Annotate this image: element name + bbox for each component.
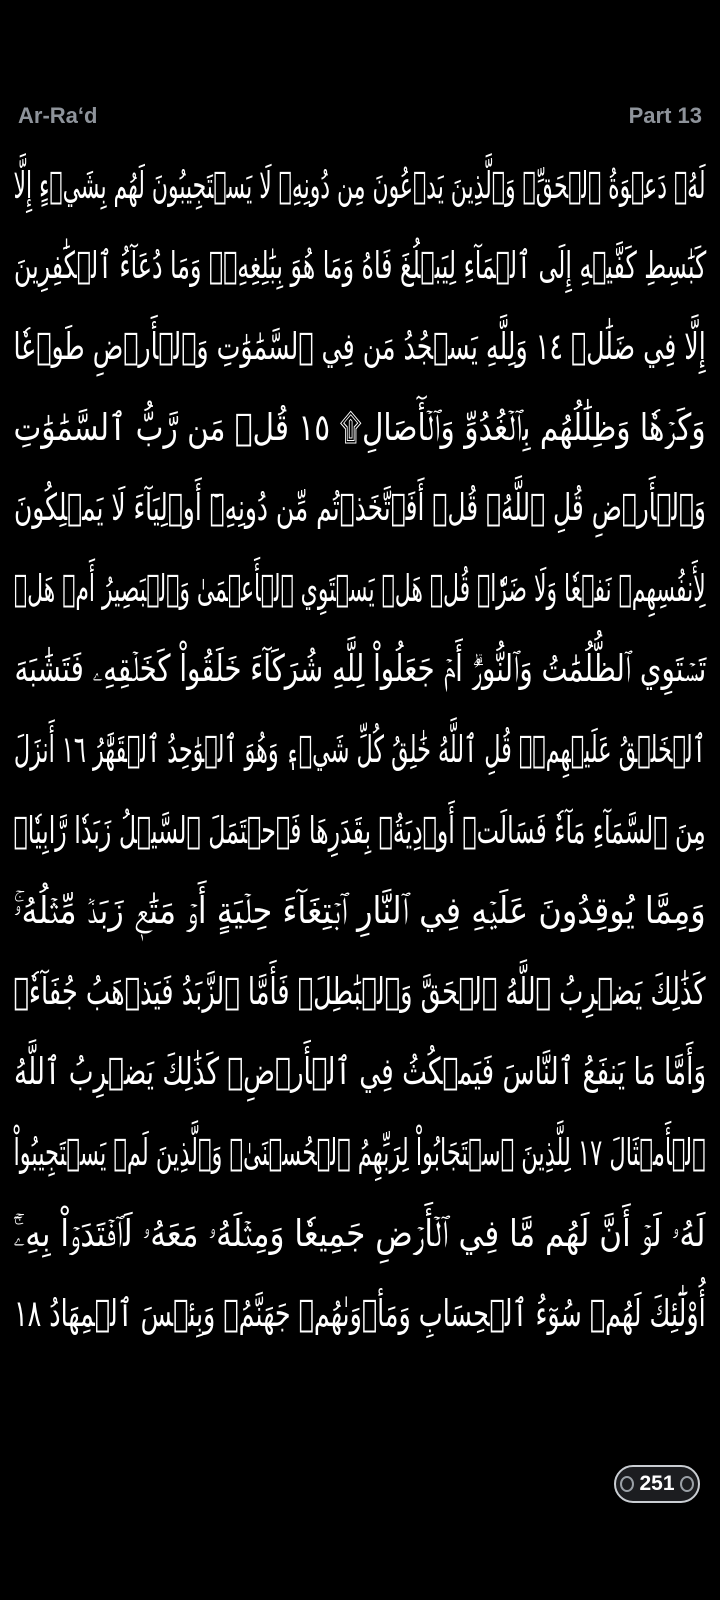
verse-line[interactable] — [14, 306, 706, 387]
verse-line-text: تَسۡتَوِي ٱلظُّلُمَٰتُ وَٱلنُّورُۗ أَمۡ جَعَلُواْ لِلَّهِ شُرَكَآءَ خَلَقُواْ كَخَلۡقِهِۦ فَتَشَٰبَهَ — [14, 647, 706, 691]
verse-line[interactable] — [14, 226, 706, 307]
verse-line[interactable] — [14, 1032, 706, 1113]
verse-line[interactable] — [14, 870, 706, 951]
surah-name: Ar-Ra‘d — [18, 103, 98, 128]
verse-line[interactable] — [14, 629, 706, 710]
verse-line[interactable] — [14, 951, 706, 1032]
verse-line-text: لَهُۥ لَوۡ أَنَّ لَهُم مَّا فِي ٱلۡأَرۡضِ جَمِيعٗا وَمِثۡلَهُۥ مَعَهُۥ لَٱفۡتَدَوۡاْ بِهِۦٓۚ — [13, 1211, 706, 1255]
verse-line[interactable] — [14, 790, 706, 871]
verse-line-text: لِأَنفُسِهِمۡ نَفۡعٗا وَلَا ضَرّٗاۚ قُلۡ هَلۡ يَسۡتَوِي ٱلۡأَعۡمَىٰ وَٱلۡبَصِيرُ أَمۡ هَلۡ — [14, 566, 706, 610]
verse-line-text: كَذَٰلِكَ يَضۡرِبُ ٱللَّهُ ٱلۡحَقَّ وَٱلۡبَٰطِلَۚ فَأَمَّا ٱلزَّبَدُ فَيَذۡهَبُ جُفَآءٗۖ — [13, 969, 707, 1013]
verse-line-text: ٱلۡخَلۡقُ عَلَيۡهِمۡۚ قُلِ ٱللَّهُ خَٰلِقُ كُلِّ شَيۡءٖ وَهُوَ ٱلۡوَٰحِدُ ٱلۡقَهَّٰرُ ١٦ أَنزَلَ — [14, 727, 706, 771]
verse-line-text: وَأَمَّا مَا يَنفَعُ ٱلنَّاسَ فَيَمۡكُثُ فِي ٱلۡأَرۡضِۚ كَذَٰلِكَ يَضۡرِبُ ٱللَّهُ — [13, 1050, 707, 1094]
verse-line-text: وَٱلۡأَرۡضِ قُلِ ٱللَّهُۚ قُلۡ أَفَٱتَّخَذۡتُم مِّن دُونِهِۦٓ أَوۡلِيَآءَ لَا يَمۡلِكُونَ — [14, 486, 706, 530]
verse-line[interactable] — [14, 1193, 706, 1274]
page-number: 251 — [639, 1472, 675, 1495]
page-header — [18, 98, 702, 134]
part-label: Part 13 — [628, 103, 702, 128]
page-number-badge — [614, 1465, 700, 1503]
mushaf-page[interactable] — [14, 145, 706, 1435]
verse-line-text: ٱلۡأَمۡثَالَ ١٧ لِلَّذِينَ ٱسۡتَجَابُواْ لِرَبِّهِمُ ٱلۡحُسۡنَىٰۚ وَٱلَّذِينَ لَمۡ يَسۡتَجِيبُواْ — [13, 1130, 707, 1174]
verse-line-text: أُوْلَٰٓئِكَ لَهُمۡ سُوٓءُ ٱلۡحِسَابِ وَمَأۡوَىٰهُمۡ جَهَنَّمُۖ وَبِئۡسَ ٱلۡمِهَادُ ١٨ — [14, 1292, 706, 1336]
verse-line[interactable] — [14, 387, 706, 468]
verse-line[interactable] — [14, 1112, 706, 1193]
verse-line-text: وَكَرۡهٗا وَظِلَٰلُهُم بِٱلۡغُدُوِّ وَٱلۡأٓصَالِ۩ ١٥ قُلۡ مَن رَّبُّ ٱلسَّمَٰوَٰتِ — [13, 405, 707, 449]
verse-line-text: كَبَٰسِطِ كَفَّيۡهِ إِلَى ٱلۡمَآءِ لِيَبۡلُغَ فَاهُ وَمَا هُوَ بِبَٰلِغِهِۦۚ وَمَا دُعَآءُ ٱلۡكَٰفِرِينَ — [13, 244, 707, 288]
verse-line-text: وَمِمَّا يُوقِدُونَ عَلَيۡهِ فِي ٱلنَّارِ ٱبۡتِغَآءَ حِلۡيَةٍ أَوۡ مَتَٰعٖ زَبَدٞ مِّثۡلُهُۥۚ — [13, 889, 707, 933]
verse-line-text: لَهُۥ دَعۡوَةُ ٱلۡحَقِّۚ وَٱلَّذِينَ يَدۡعُونَ مِن دُونِهِۦ لَا يَسۡتَجِيبُونَ لَهُم بِشَيۡءٍ إِلَّا — [13, 163, 707, 207]
verse-line-text: إِلَّا فِي ضَلَٰلٖ ١٤ وَلِلَّهِ يَسۡجُدُ مَن فِي ٱلسَّمَٰوَٰتِ وَٱلۡأَرۡضِ طَوۡعٗا — [13, 324, 707, 368]
verse-line[interactable] — [14, 1273, 706, 1354]
verse-line[interactable] — [14, 467, 706, 548]
verse-line-text: مِنَ ٱلسَّمَآءِ مَآءٗ فَسَالَتۡ أَوۡدِيَةُۢ بِقَدَرِهَا فَٱحۡتَمَلَ ٱلسَّيۡلُ زَبَدٗا رَّابِيٗاۖ — [13, 808, 707, 852]
verse-line[interactable] — [14, 145, 706, 226]
verse-line[interactable] — [14, 548, 706, 629]
page-footer — [0, 1465, 720, 1505]
verse-line[interactable] — [14, 709, 706, 790]
